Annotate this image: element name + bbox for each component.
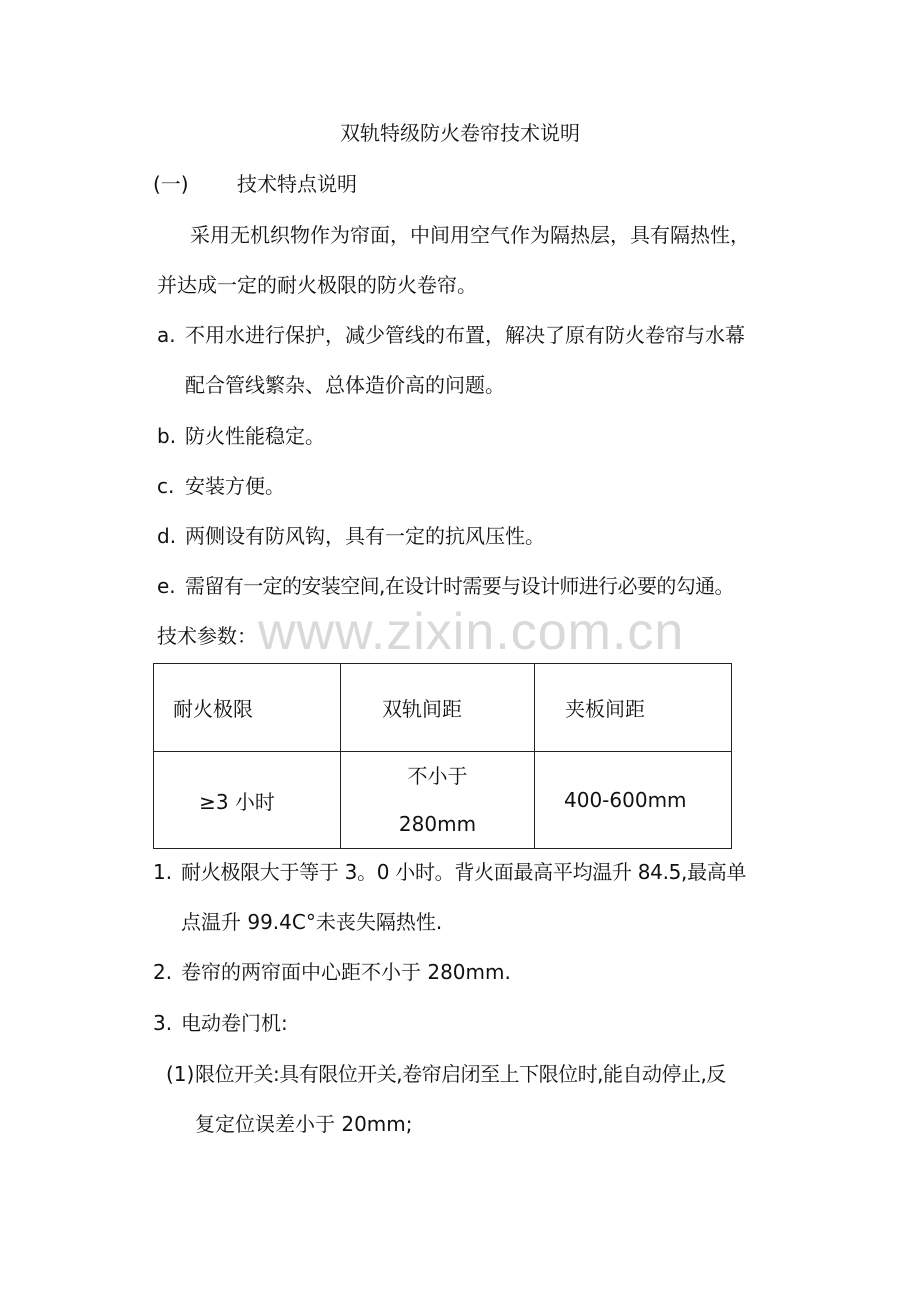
intro-line-1: 采用无机织物作为帘面，中间用空气作为隔热层，具有隔热性，	[190, 223, 750, 247]
feature-d-text: 两侧设有防风钩，具有一定的抗风压性。	[185, 524, 545, 548]
watermark: www.zixin.com.cn	[258, 603, 685, 661]
feature-a-line-1: 不用水进行保护，减少管线的布置，解决了原有防火卷帘与水幕	[185, 323, 745, 347]
item-2-label: 2.	[153, 960, 173, 984]
feature-a-line-2: 配合管线繁杂、总体造价高的问题。	[185, 373, 505, 397]
table-header-row	[154, 664, 732, 752]
item-1-label: 1.	[153, 860, 173, 884]
section-heading: 技术特点说明	[237, 172, 357, 196]
item-1-line-1: 耐火极限大于等于 3。0 小时。背火面最高平均温升 84.5,最高单	[181, 860, 747, 884]
params-label: 技术参数：	[157, 624, 257, 648]
item-3-label: 3.	[153, 1011, 173, 1035]
cell-fire-rating: ≥3 小时	[154, 752, 341, 849]
sub-item-line-2: 复定位误差小于 20mm;	[195, 1112, 413, 1136]
table-row	[154, 752, 732, 849]
item-3-text: 电动卷门机:	[181, 1011, 288, 1035]
document-title: 双轨特级防火卷帘技术说明	[340, 121, 580, 145]
feature-d-label: d.	[157, 524, 177, 548]
header-rail-spacing: 双轨间距	[341, 664, 535, 752]
feature-e-label: e.	[157, 574, 176, 598]
cell-plate-spacing: 400-600mm	[535, 752, 732, 849]
header-plate-spacing: 夹板间距	[535, 664, 732, 752]
cell-rail-spacing-line-1: 不小于	[407, 764, 468, 788]
item-1-line-2: 点温升 99.4C°未丧失隔热性.	[181, 910, 443, 934]
feature-a-label: a.	[157, 323, 176, 347]
header-fire-rating: 耐火极限	[154, 664, 341, 752]
feature-e-text: 需留有一定的安装空间,在设计时需要与设计师进行必要的勾通。	[185, 574, 734, 598]
feature-b-label: b.	[157, 424, 177, 448]
feature-b-text: 防火性能稳定。	[185, 424, 325, 448]
sub-item-label: (1)	[166, 1062, 195, 1086]
intro-line-2: 并达成一定的耐火极限的防火卷帘。	[157, 273, 477, 297]
sub-item-line-1: 限位开关:具有限位开关,卷帘启闭至上下限位时,能自动停止,反	[195, 1062, 726, 1086]
section-number: (一)	[153, 172, 189, 196]
feature-c-label: c.	[157, 474, 175, 498]
feature-c-text: 安装方便。	[185, 474, 285, 498]
cell-rail-spacing-line-2: 280mm	[398, 812, 477, 836]
params-table	[153, 663, 732, 849]
item-2-text: 卷帘的两帘面中心距不小于 280mm.	[181, 960, 511, 984]
cell-rail-spacing	[341, 752, 535, 849]
